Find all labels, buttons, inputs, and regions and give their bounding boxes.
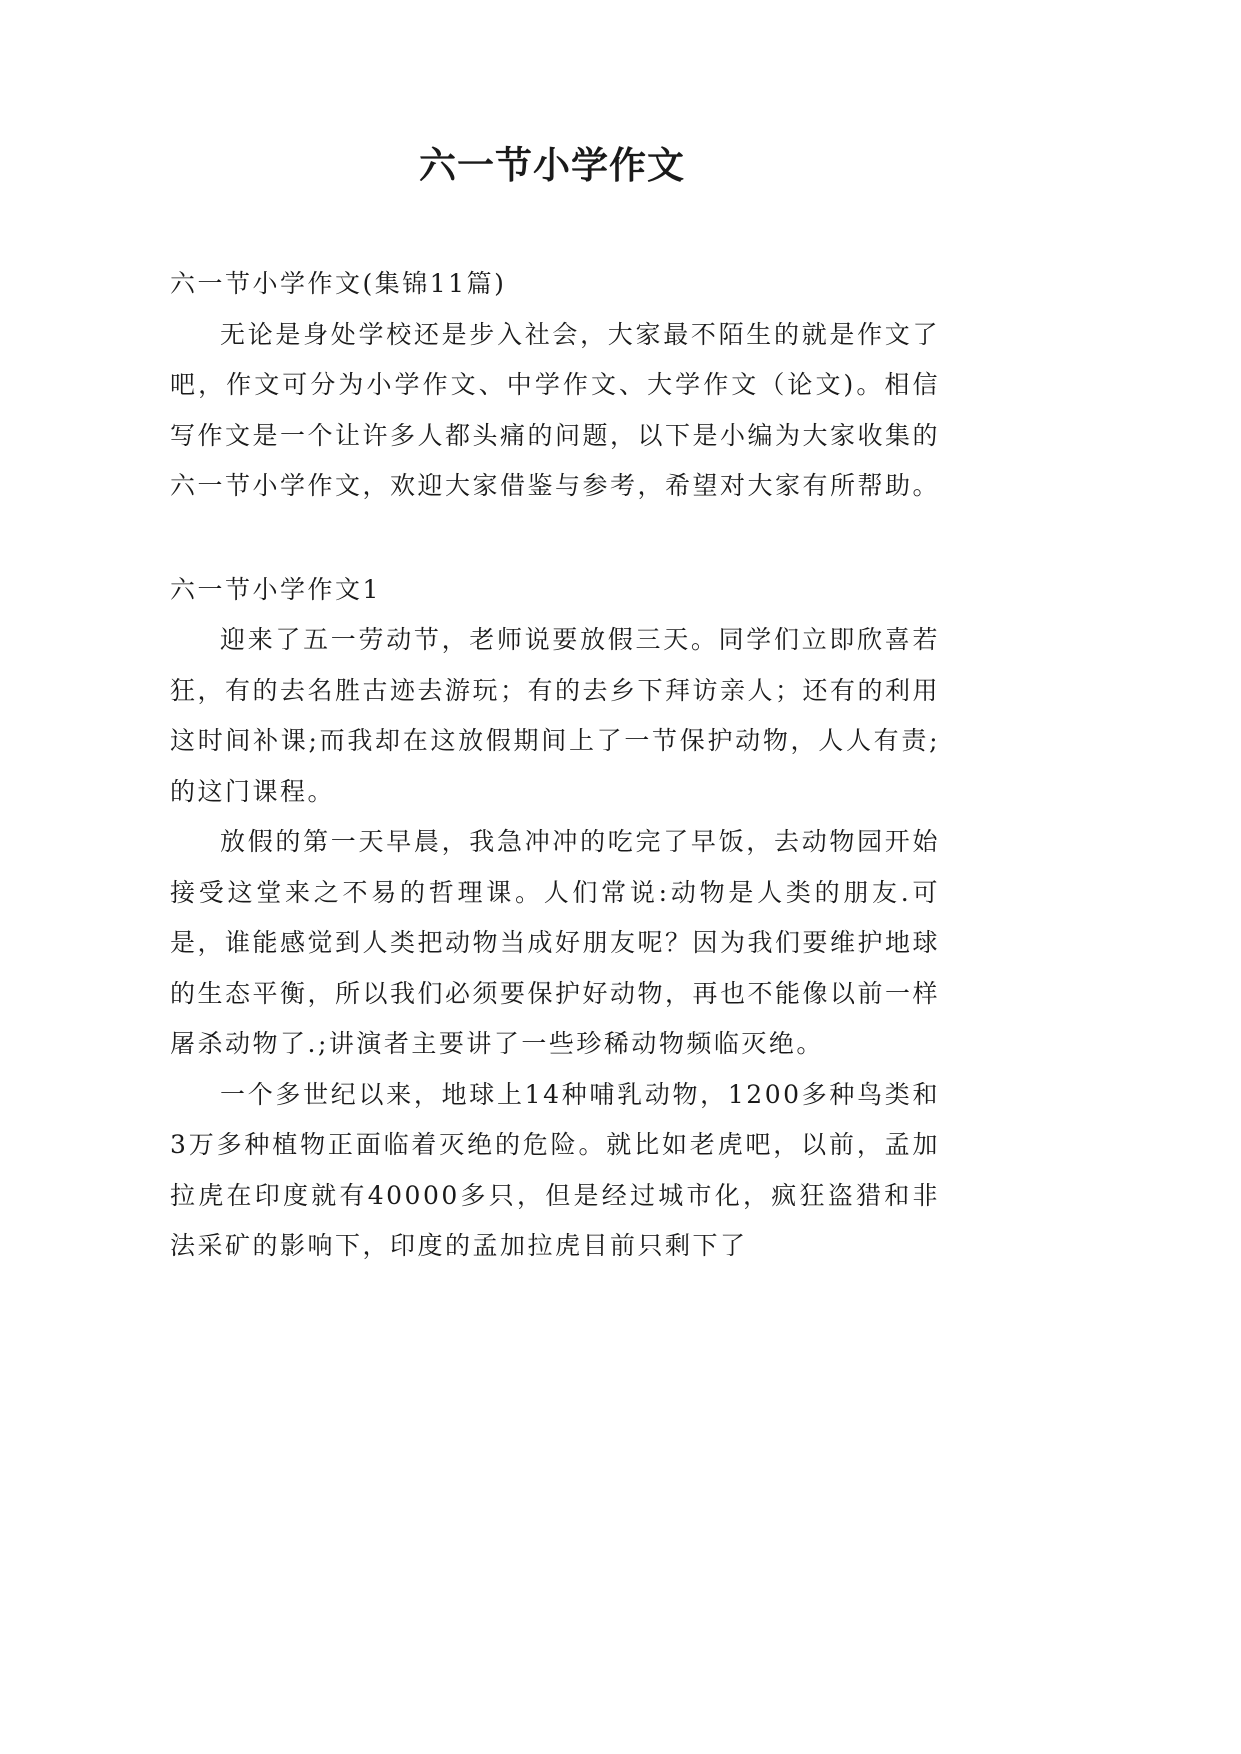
document-title: 六一节小学作文 bbox=[419, 144, 685, 187]
section-heading: 六一节小学作文1 bbox=[170, 574, 381, 604]
body-paragraph: 一个多世纪以来，地球上14种哺乳动物，1200多种鸟类和3万多种植物正面临着灭绝的危险。就比如老虎吧，以前，孟加拉虎在印度就有40000多只，但是经过城市化，疯狂盗猎和非法采矿的影响下，印度的孟加拉虎目前只剩下了 bbox=[170, 1079, 940, 1260]
section-spacer bbox=[170, 512, 940, 565]
document-body bbox=[170, 259, 940, 1272]
intro-paragraph: 无论是身处学校还是步入社会，大家最不陌生的就是作文了吧，作文可分为小学作文、中学作文、大学作文（论文)。相信写作文是一个让许多人都头痛的问题，以下是小编为大家收集的六一节小学作文，欢迎大家借鉴与参考，希望对大家有所帮助。 bbox=[170, 319, 941, 500]
body-paragraph: 迎来了五一劳动节，老师说要放假三天。同学们立即欣喜若狂，有的去名胜古迹去游玩；有的去乡下拜访亲人；还有的利用这时间补课;而我却在这放假期间上了一节保护动物，人人有责;的这门课程。 bbox=[170, 625, 941, 806]
body-paragraph: 放假的第一天早晨，我急冲冲的吃完了早饭，去动物园开始接受这堂来之不易的哲理课。人们常说:动物是人类的朋友.可是，谁能感觉到人类把动物当成好朋友呢？因为我们要维护地球的生态平衡，所以我们必须要保护好动物，再也不能像以前一样屠杀动物了.;讲演者主要讲了一些珍稀动物频临灭绝。 bbox=[170, 827, 941, 1058]
document-subtitle: 六一节小学作文(集锦11篇) bbox=[170, 269, 507, 298]
